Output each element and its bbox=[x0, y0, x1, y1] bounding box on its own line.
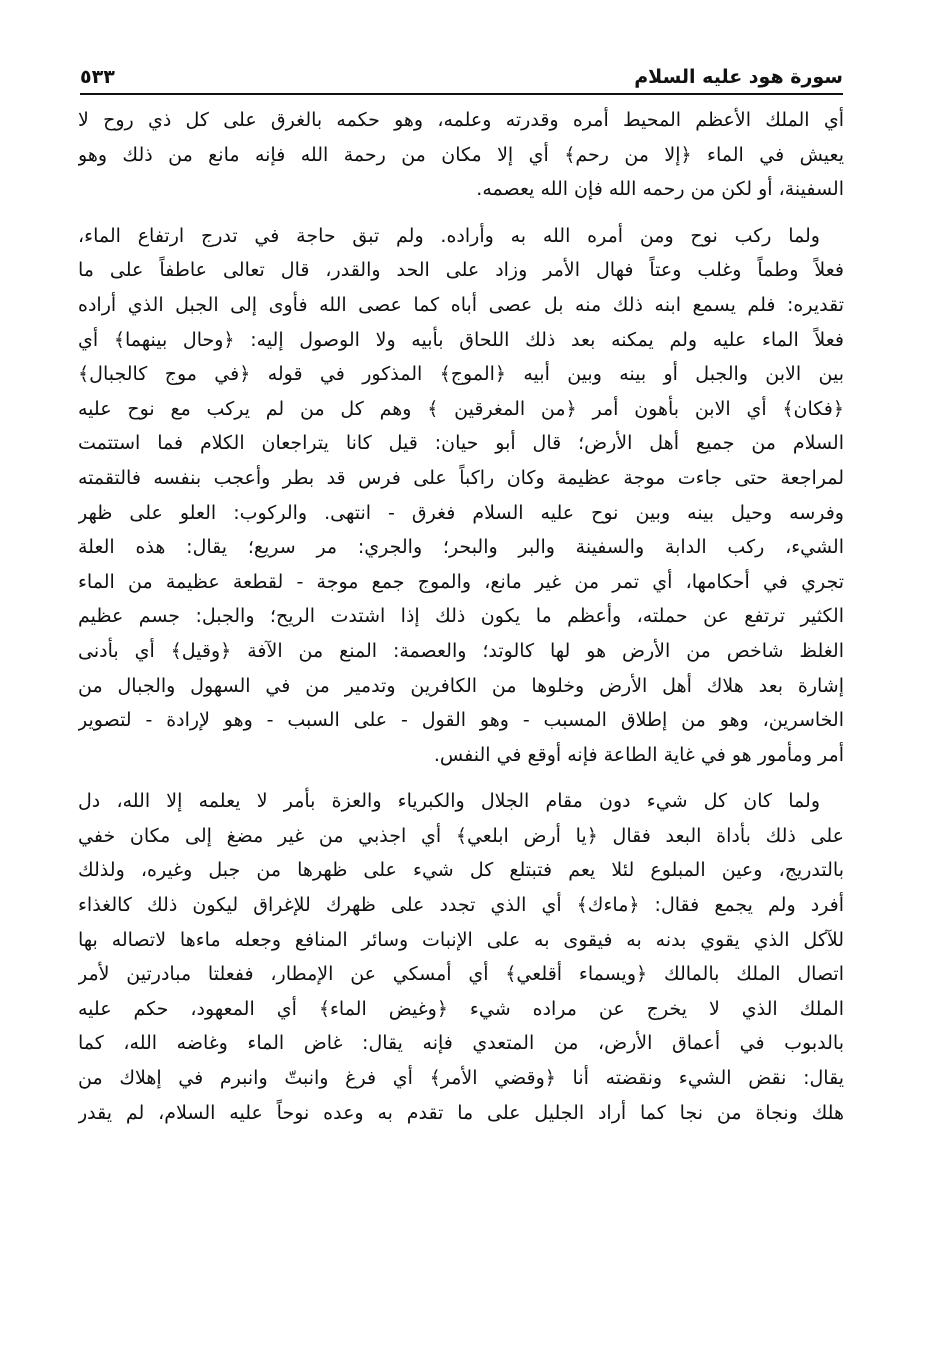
text-line: الملك الذي لا يخرج عن مراده شيء ﴿وغيض الماء﴾ أي المعهود، حكم عليه bbox=[78, 997, 844, 1020]
text-line: فعلاً وطماً وغلب وعتاً فهال الأمر وزاد على الحد والقدر، قال تعالى عاطفاً على ما bbox=[78, 259, 844, 282]
text-line: على ذلك بأداة البعد فقال ﴿يا أرض ابلعي﴾ أي اجذبي من غير مضغ إلى مكان خفي bbox=[78, 824, 844, 847]
text-line: ولما كان كل شيء دون مقام الجلال والكبرياء والعزة بأمر لا يعلمه إلا الله، دل bbox=[78, 790, 820, 813]
text-line: يعيش في الماء ﴿إلا من رحم﴾ أي إلا مكان من رحمة الله فإنه مانع من ذلك وهو bbox=[78, 143, 844, 166]
text-line: تقديره: فلم يسمع ابنه ذلك منه بل عصى أباه كما عصى الله فأوى إلى الجبل الذي أراده bbox=[78, 293, 844, 316]
text-line: بالتدريج، وعين المبلوع لئلا يعم فتبتلع كل شيء على ظهرها من جبل وغيره، ولذلك bbox=[78, 859, 844, 882]
text-line: بين الابن والجبل أو بينه وبين أبيه ﴿الموج﴾ المذكور في قوله ﴿في موج كالجبال﴾ bbox=[78, 363, 844, 386]
text-line: الشيء، ركب الدابة والسفينة والبر والبحر؛ والجري: مر سريع؛ يقال: هذه العلة bbox=[78, 536, 844, 559]
text-line: السلام من جميع أهل الأرض؛ قال أبو حيان: قيل كانا يتراجعان الكلام فما استتمت bbox=[78, 432, 844, 455]
paragraph-3 bbox=[78, 784, 844, 1130]
text-line: ولما ركب نوح ومن أمره الله به وأراده. ولم تبق حاجة في تدرج ارتفاع الماء، bbox=[78, 224, 820, 247]
text-line: اتصال الملك بالمالك ﴿ويسماء أقلعي﴾ أي أمسكي عن الإمطار، ففعلتا مبادرتين لأمر bbox=[78, 963, 844, 986]
text-line: أمر ومأمور هو في غاية الطاعة فإنه أوقع في النفس. bbox=[433, 743, 844, 766]
body-text bbox=[78, 103, 844, 1130]
text-line: الخاسرين، وهو من إطلاق المسبب - وهو القول - على السبب - وهو لإرادة - لتصوير bbox=[78, 709, 844, 732]
text-line: فعلاً الماء عليه ولم يمكنه بعد ذلك اللحاق بأبيه ولا الوصول إليه: ﴿وحال بينهما﴾ أي bbox=[78, 328, 844, 351]
text-line: تجري في أحكامها، أي تمر من غير مانع، والموج جمع موجة - لقطعة عظيمة من الماء bbox=[78, 570, 844, 593]
paragraph-2 bbox=[78, 219, 844, 773]
header-rule bbox=[80, 93, 843, 95]
text-line: يقال: نقض الشيء ونقضته أنا ﴿وقضي الأمر﴾ أي فرغ وانبتّ وانبرم في إهلاك من bbox=[78, 1067, 844, 1090]
text-line: إشارة بعد هلاك أهل الأرض وخلوها من الكافرين وتدمير من في السهول والجبال من bbox=[78, 674, 844, 697]
text-line: أفرد ولم يجمع فقال: ﴿ماءك﴾ أي الذي تجدد على ظهرك للإغراق ليكون ذلك كالغذاء bbox=[78, 894, 844, 917]
text-line: الغلظ شاخص من الأرض هو لها كالوتد؛ والعصمة: المنع من الآفة ﴿وقيل﴾ أي بأدنى bbox=[78, 639, 844, 662]
text-line: ﴿فكان﴾ أي الابن بأهون أمر ﴿من المغرقين ﴾ وهم كل من لم يركب مع نوح عليه bbox=[78, 397, 844, 420]
text-line: للآكل الذي يقوي بدنه به فيقوى به على الإنبات وسائر المنافع وجعله ماءها لاتصاله بها bbox=[78, 928, 844, 951]
text-line: السفينة، أو لكن من رحمه الله فإن الله يعصمه. bbox=[476, 178, 844, 201]
paragraph-1 bbox=[78, 103, 844, 207]
chapter-title: سورة هود عليه السلام bbox=[634, 66, 843, 88]
page-number: ٥٣٣ bbox=[80, 66, 115, 88]
text-line: أي الملك الأعظم المحيط أمره وقدرته وعلمه، وهو حكمه بالغرق على كل ذي روح لا bbox=[78, 109, 844, 131]
text-line: بالدبوب في أعماق الأرض، من المتعدي فإنه يقال: غاض الماء وغاضه الله، كما bbox=[78, 1032, 844, 1055]
text-line: هلك ونجاة من نجا كما أراد الجليل على ما تقدم به وعده نوحاً عليه السلام، لم يقدر bbox=[78, 1101, 844, 1124]
text-line: لمراجعة حتى جاءت موجة عظيمة وكان راكباً على فرس قد بطر وأعجب بنفسه فالتقمته bbox=[78, 466, 844, 489]
text-line: وفرسه وحيل بينه وبين نوح عليه السلام فغرق - انتهى. والركوب: العلو على ظهر bbox=[78, 501, 844, 524]
text-line: الكثير ترتفع عن حملته، وأعظم ما يكون ذلك إذا اشتدت الريح؛ والجبل: جسم عظيم bbox=[78, 605, 844, 628]
running-head bbox=[80, 58, 843, 88]
